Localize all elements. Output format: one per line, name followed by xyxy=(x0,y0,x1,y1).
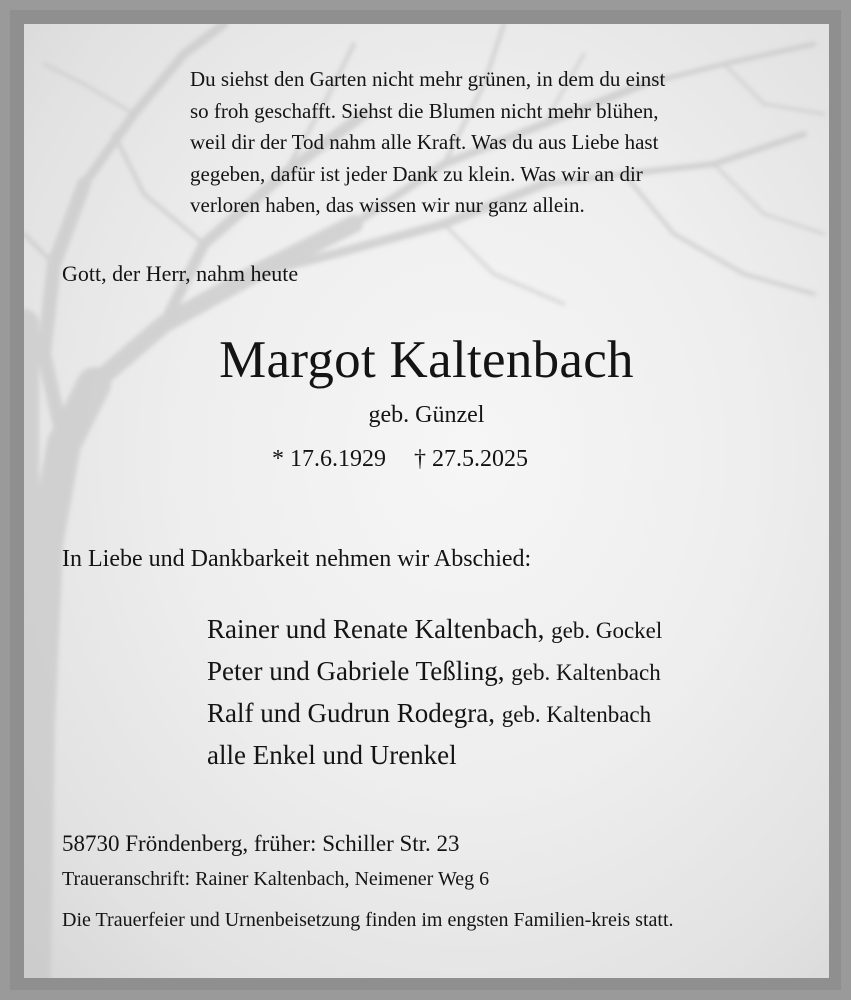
mourner-entry xyxy=(207,734,662,776)
death-date: † 27.5.2025 xyxy=(414,446,528,472)
birth-date: * 17.6.1929 xyxy=(272,446,386,472)
poem-line: so froh geschafft. Siehst die Blumen nicht mehr blühen, xyxy=(190,98,659,123)
mourner-names: Ralf und Gudrun Rodegra, xyxy=(207,698,495,728)
intro-text: Gott, der Herr, nahm heute xyxy=(62,261,299,286)
mourner-entry xyxy=(207,692,662,734)
mourners-list xyxy=(207,608,662,776)
mourner-maiden-name: geb. Kaltenbach xyxy=(501,702,652,727)
mourning-address: Traueranschrift: Rainer Kaltenbach, Neimener Weg 6 xyxy=(62,868,490,890)
mourner-maiden-name: geb. Gockel xyxy=(551,618,663,643)
mourner-maiden-name: geb. Kaltenbach xyxy=(511,660,661,685)
deceased-name: Margot Kaltenbach xyxy=(219,331,634,389)
poem-line: Du siehst den Garten nicht mehr grünen, in dem du einst xyxy=(190,67,666,91)
poem-line: weil dir der Tod nahm alle Kraft. Was du aus Liebe hast xyxy=(190,130,659,154)
poem-line: gegeben, dafür ist jeder Dank zu klein. Was wir an dir xyxy=(190,161,643,186)
maiden-name: geb. Günzel xyxy=(368,402,485,428)
poem-line: verloren haben, das wissen wir nur ganz allein. xyxy=(190,193,585,217)
mourner-names: alle Enkel und Urenkel xyxy=(207,740,457,770)
notice-frame xyxy=(10,10,841,990)
life-dates xyxy=(272,446,528,473)
home-address: 58730 Fröndenberg, früher: Schiller Str. 23 xyxy=(62,831,460,856)
funeral-notice: Die Trauerfeier und Urnenbeisetzung finden im engsten Familien-kreis statt. xyxy=(62,909,674,931)
mourner-names: Peter und Gabriele Teßling, xyxy=(207,656,505,686)
mourner-names: Rainer und Renate Kaltenbach, xyxy=(207,614,545,644)
farewell-text: In Liebe und Dankbarkeit nehmen wir Abschied: xyxy=(62,546,532,572)
obituary-card xyxy=(24,24,829,978)
mourner-entry xyxy=(207,608,662,650)
mourner-entry xyxy=(207,650,662,692)
poem-verse xyxy=(190,64,665,222)
